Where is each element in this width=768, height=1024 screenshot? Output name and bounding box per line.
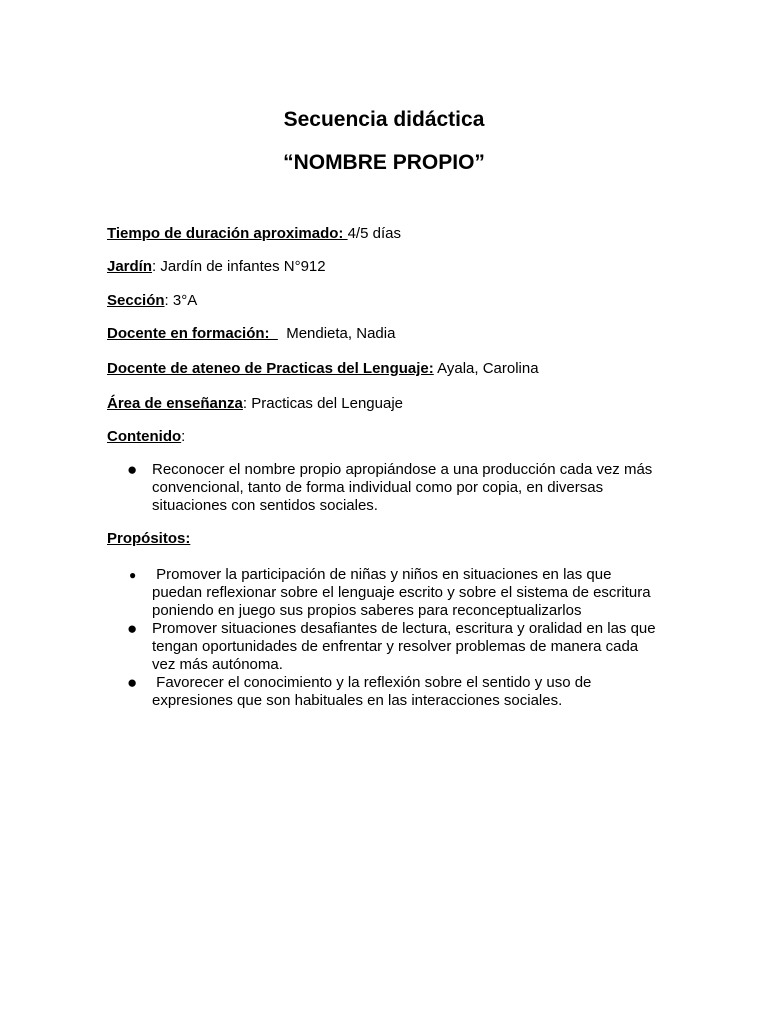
field-value: : [181,428,186,445]
field-value: : Practicas del Lenguaje [242,395,404,412]
field-label: Sección [107,292,165,309]
propositos-heading [107,530,667,548]
document-title: Secuencia didáctica [283,108,485,131]
field-docente-formacion [107,325,667,343]
field-label: Docente de ateneo de Practicas del Lenguaje: [107,360,434,377]
field-tiempo-duracion [107,225,667,243]
field-label: Área de enseñanza [107,395,243,412]
list-item-text: Favorecer el conocimiento y la reflexión sobre el sentido y uso de expresiones que son habituales en las interacciones sociales. [152,674,592,709]
field-jardin [107,258,667,276]
field-label: Propósitos: [107,530,191,547]
field-label: Jardín [107,258,153,275]
field-value: Mendieta, Nadia [277,325,396,342]
list-item-text: Promover la participación de niñas y niños en situaciones en las que puedan reflexionar sobre el lenguaje escrito y sobre el sistema de escritura poniendo en juego sus propios saberes para reconceptualizarlos [152,566,651,619]
field-area-ensenanza [107,395,667,413]
bullet-icon: ● [127,673,138,692]
document-subtitle: “NOMBRE PROPIO” [283,151,485,174]
field-value: 4/5 días [347,225,401,242]
field-value: Ayala, Carolina [433,360,539,377]
field-value: : 3°A [164,292,198,309]
field-label: Contenido [107,428,182,445]
field-value: : Jardín de infantes N°912 [152,258,326,275]
bullet-icon: ● [127,460,138,479]
list-item-text: Promover situaciones desafiantes de lectura, escritura y oralidad en las que tengan oportunidades de enfrentar y resolver problemas de manera cada vez más autónoma. [152,620,656,673]
list-item-text: Reconocer el nombre propio apropiándose a una producción cada vez más convencional, tanto de forma individual como por copia, en diversas situaciones con sentidos sociales. [152,461,653,514]
field-label: Tiempo de duración aproximado: [107,225,348,242]
field-docente-ateneo [107,360,667,378]
field-contenido [107,428,667,446]
field-seccion [107,292,667,310]
bullet-icon: ● [129,568,137,582]
field-label: Docente en formación: [107,325,278,342]
bullet-icon: ● [127,619,138,638]
